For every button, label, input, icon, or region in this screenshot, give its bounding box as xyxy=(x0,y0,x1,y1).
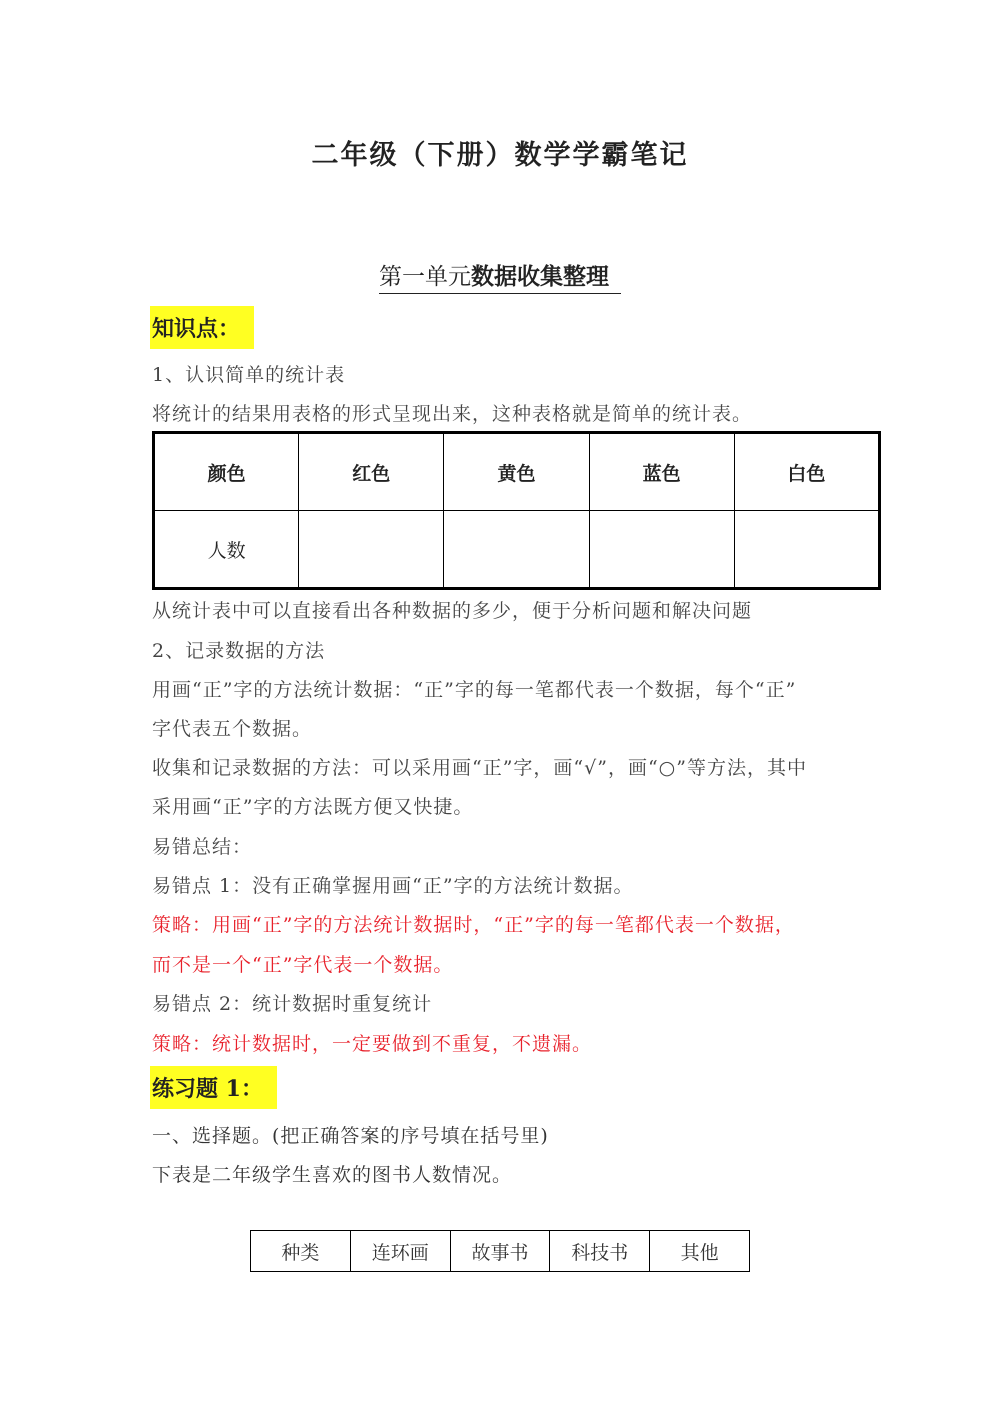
document-title: 二年级（下册）数学学霸笔记 xyxy=(311,140,689,171)
table-row xyxy=(154,433,880,511)
table-header-cell: 白色 xyxy=(734,433,879,511)
section-1-text: 将统计的结果用表格的形式呈现出来，这种表格就是简单的统计表。 xyxy=(152,403,753,425)
strategy-1-line-2: 而不是一个“正”字代表一个数据。 xyxy=(152,954,454,976)
section-1-after-table: 从统计表中可以直接看出各种数据的多少，便于分析问题和解决问题 xyxy=(152,600,753,622)
table-row xyxy=(251,1231,750,1272)
table-header-cell: 颜色 xyxy=(154,433,299,511)
table-header-cell: 种类 xyxy=(251,1231,351,1272)
table-header-cell: 红色 xyxy=(299,433,444,511)
table-cell xyxy=(299,511,444,589)
table-header-cell: 蓝色 xyxy=(589,433,734,511)
unit-title-prefix: 第一单元 xyxy=(379,264,471,290)
table-cell xyxy=(734,511,879,589)
unit-title-underline xyxy=(379,258,621,294)
unit-title-main: 数据收集整理 xyxy=(471,263,609,290)
mistakes-heading: 易错总结： xyxy=(152,836,253,858)
section-2-line-4: 采用画“正”字的方法既方便又快捷。 xyxy=(152,796,474,818)
section-2-line-1: 用画“正”字的方法统计数据：“正”字的每一笔都代表一个数据，每个“正” xyxy=(152,679,797,701)
table-header-cell: 其他 xyxy=(650,1231,750,1272)
table-header-cell: 连环画 xyxy=(350,1231,450,1272)
book-type-table xyxy=(250,1230,750,1272)
table-header-cell: 科技书 xyxy=(550,1231,650,1272)
color-statistics-table xyxy=(152,431,881,590)
table-cell xyxy=(444,511,589,589)
strategy-2: 策略：统计数据时，一定要做到不重复，不遗漏。 xyxy=(152,1033,593,1055)
mistake-2: 易错点 2：统计数据时重复统计 xyxy=(152,993,433,1015)
table-header-cell: 故事书 xyxy=(450,1231,550,1272)
section-2-heading: 2、记录数据的方法 xyxy=(152,640,326,662)
mistake-1: 易错点 1：没有正确掌握用画“正”字的方法统计数据。 xyxy=(152,875,634,897)
section-1-heading: 1、认识简单的统计表 xyxy=(152,364,346,386)
knowledge-heading: 知识点： xyxy=(150,306,254,349)
table-cell xyxy=(589,511,734,589)
table-row xyxy=(154,511,880,589)
section-2-line-2: 字代表五个数据。 xyxy=(152,718,313,740)
unit-title xyxy=(0,258,1000,294)
table-header-cell: 黄色 xyxy=(444,433,589,511)
section-2-line-3: 收集和记录数据的方法：可以采用画“正”字，画“√”，画“○”等方法，其中 xyxy=(152,757,807,779)
strategy-1-line-1: 策略：用画“正”字的方法统计数据时，“正”字的每一笔都代表一个数据， xyxy=(152,914,795,936)
exercise-heading: 练习题 1： xyxy=(150,1066,277,1109)
exercise-question-1: 一、选择题。(把正确答案的序号填在括号里) xyxy=(152,1125,549,1147)
exercise-question-1-text: 下表是二年级学生喜欢的图书人数情况。 xyxy=(152,1164,513,1186)
table-cell: 人数 xyxy=(154,511,299,589)
